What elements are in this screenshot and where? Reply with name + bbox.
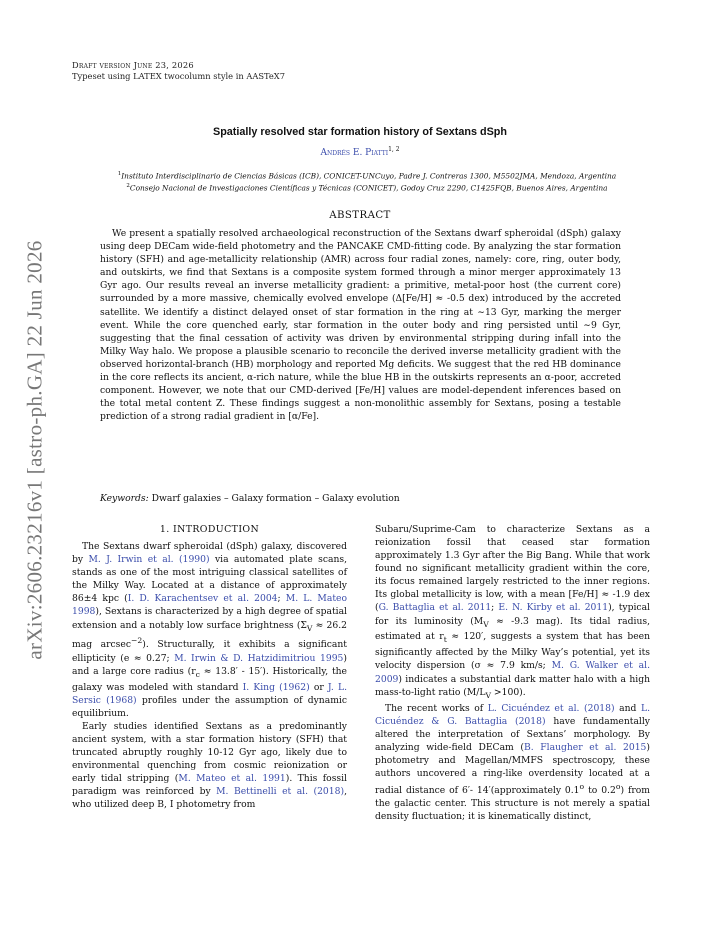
- text-run: and: [614, 702, 641, 714]
- preprint-header: [72, 60, 285, 82]
- intro-paragraph-1: [72, 540, 347, 720]
- text-run: ), Sextans is characterized by a high degree of spatial extension and a notably low surface brightness (Σ: [72, 606, 347, 631]
- text-run: ) photometry and Magellan/MMFS spectroscopy, these authors uncovered a ring-like overdensity located at a radial distance of 6′- 14′(approximately 0.1: [375, 741, 650, 797]
- citation-link[interactable]: M. Irwin & D. Hatzidimitriou 1995: [174, 652, 344, 664]
- text-run: , who utilized deep B, I photometry from: [72, 786, 347, 811]
- citation-link[interactable]: G. Battaglia et al. 2011: [378, 602, 492, 614]
- text-run: or: [309, 681, 328, 693]
- text-run: Early studies identified Sextans as a predominantly ancient system, with a star formation history (SFH) that truncated abruptly roughly 10-12 Gyr ago, likely due to environmental quenching from cosmic reionization or early tidal stripping (: [72, 720, 347, 785]
- text-run: via automated plate scans, stands as one of the most intriguing classical satellites of the Milky Way. Located at a distance of approximately 86±4 kpc (: [72, 554, 347, 605]
- abstract: [100, 227, 621, 423]
- arxiv-identifier: arXiv:2606.23216v1 [astro-ph.GA] 22 Jun 2026: [22, 240, 47, 660]
- subscript: c: [195, 669, 200, 679]
- intro-paragraph-2-continued: [375, 523, 650, 702]
- text-run: ) and a large core radius (r: [72, 652, 347, 677]
- keywords-text: Dwarf galaxies – Galaxy formation – Galaxy evolution: [151, 493, 400, 504]
- citation-link[interactable]: L. Cicuéndez & G. Battaglia (2018): [375, 702, 651, 727]
- superscript: o: [579, 781, 585, 791]
- intro-paragraph-3: [375, 702, 650, 824]
- keywords: [100, 493, 621, 504]
- text-run: ≈ 13.8′ - 15′). Historically, the galaxy was modeled with standard: [72, 665, 347, 693]
- author-name[interactable]: Andrés E. Piatti: [320, 148, 389, 158]
- text-run: ;: [277, 593, 286, 605]
- subscript: V: [483, 619, 489, 629]
- text-run: ), typical for its luminosity (M: [375, 602, 650, 627]
- text-run: have fundamentally altered the interpretation of Sextans’ morphology. By analyzing wide-field DECam (: [375, 715, 650, 753]
- arxiv-stamp: [20, 230, 50, 670]
- text-run: ≈ 120′, suggests a system that has been significantly affected by the Milky Way’s potential, yet its velocity dispersion (σ ≈ 7.9 km/s;: [375, 631, 650, 672]
- text-run: ≈ -9.3 mag). Its tidal radius, estimated at r: [375, 615, 651, 643]
- text-run: ) indicates a substantial dark matter halo with a high mass-to-light ratio (M/L: [375, 673, 650, 698]
- affiliation-1-text: Instituto Interdisciplinario de Ciencias Básicas (ICB), CONICET-UNCuyo, Padre J. Contreras 1300, M5502JMA, Mendoza, Argentina: [121, 171, 617, 181]
- citation-link[interactable]: J. L. Sersic (1968): [72, 681, 347, 706]
- citation-link[interactable]: I. King (1962): [242, 681, 310, 693]
- subscript: V: [306, 623, 313, 633]
- text-run: to 0.2: [584, 785, 616, 797]
- affiliation-2-mark: 2: [126, 183, 130, 189]
- text-run: profiles under the assumption of dynamic equilibrium.: [72, 694, 347, 719]
- intro-paragraph-2: [72, 720, 347, 812]
- superscript: −2: [130, 636, 143, 646]
- citation-link[interactable]: M. G. Walker et al. 2009: [375, 660, 650, 685]
- author-affil-marks: 1, 2: [388, 146, 400, 153]
- keywords-label: Keywords:: [100, 493, 149, 504]
- citation-link[interactable]: M. Mateo et al. 1991: [178, 773, 286, 785]
- citation-link[interactable]: M. Bettinelli et al. (2018): [216, 786, 345, 798]
- citation-link[interactable]: B. Flaugher et al. 2015: [523, 741, 647, 753]
- draft-version-line: Draft version June 23, 2026: [72, 60, 194, 70]
- affiliation-1-mark: 1: [117, 171, 122, 177]
- citation-link[interactable]: I. D. Karachentsev et al. 2004: [127, 593, 278, 605]
- affiliation-2-text: Consejo Nacional de Investigaciones Científicas y Técnicas (CONICET), Godoy Cruz 2290, C1425FQB, Buenos Aires, Argentina: [129, 183, 608, 193]
- left-column: [72, 523, 347, 811]
- text-run: The recent works of: [385, 702, 488, 714]
- citation-link[interactable]: M. L. Mateo 1998: [72, 593, 347, 618]
- right-column: [375, 523, 650, 823]
- affiliation-1: [52, 169, 682, 181]
- text-run: ). Structurally, it exhibits a significant ellipticity (e ≈ 0.27;: [72, 639, 347, 664]
- text-run: ≈ 26.2 mag arcsec: [72, 619, 348, 651]
- superscript: o: [615, 781, 621, 791]
- paper-title: Spatially resolved star formation history of Sextans dSph: [213, 126, 507, 138]
- text-run: Subaru/Suprime-Cam to characterize Sextans as a reionization fossil that ceased star formation approximately 1.3 Gyr after the Big Bang. While that work found no significant metallicity gradient within the core, its focus remained largely restricted to the inner regions. Its global metallicity is low, with a mean [Fe/H] ≈ -1.9 dex (: [375, 524, 650, 614]
- citation-link[interactable]: L. Cicuéndez et al. (2018): [487, 702, 615, 714]
- text-run: ;: [491, 602, 499, 614]
- subscript: V: [485, 690, 492, 700]
- abstract-text: We present a spatially resolved archaeological reconstruction of the Sextans dwarf spheroidal (dSph) galaxy using deep DECam wide-field photometry and the PANCAKE CMD-fitting code. By analyzing the star formation history (SFH) and age-metallicity relationship (AMR) across four radial zones, namely: core, ring, outer body, and outskirts, we find that Sextans is a composite system formed through a minor merger approximately 13 Gyr ago. Our results reveal an inverse metallicity gradient: a primitive, metal-poor host (the current core) surrounded by a more massive, chemically evolved envelope (Δ[Fe/H] ≈ -0.5 dex) introduced by the accreted satellite. We identify a distinct delayed onset of star formation in the ring at ∼13 Gyr, marking the merger event. While the core quenched early, star formation in the outer body and ring persisted until ∼9 Gyr, suggesting that the final cessation of activity was driven by environmental stripping during infall into the Milky Way halo. We propose a plausible scenario to reconcile the derived inverse metallicity gradient with the observed horizontal-branch (HB) morphology and reported Mg deficits. We suggest that the red HB dominance in the core reflects its ancient, α-rich nature, while the blue HB in the outskirts represents an α-poor, accreted component. However, we note that our CMD-derived [Fe/H] values are model-dependent inferences based on the total metal content Z. These findings suggest a non-monolithic assembly for Sextans, posing a testable prediction of a strong radial gradient in [α/Fe].: [100, 228, 621, 423]
- citation-link[interactable]: E. N. Kirby et al. 2011: [498, 602, 609, 614]
- typeset-line: Typeset using LATEX twocolumn style in AASTeX7: [72, 71, 285, 81]
- affiliation-2: [52, 181, 682, 193]
- section-heading-introduction: 1. INTRODUCTION: [159, 524, 260, 535]
- author-line: [0, 146, 720, 158]
- citation-link[interactable]: M. J. Irwin et al. (1990): [88, 554, 210, 566]
- text-run: ). This fossil paradigm was reinforced by: [72, 773, 347, 798]
- abstract-heading: ABSTRACT: [329, 210, 391, 221]
- text-run: ) from the galactic center. This structure is not merely a spatial density fluctuation; it is kinematically distinct,: [375, 785, 650, 823]
- subscript: t: [443, 635, 447, 645]
- text-run: The Sextans dwarf spheroidal (dSph) galaxy, discovered by: [72, 541, 347, 566]
- text-run: >100).: [491, 686, 526, 698]
